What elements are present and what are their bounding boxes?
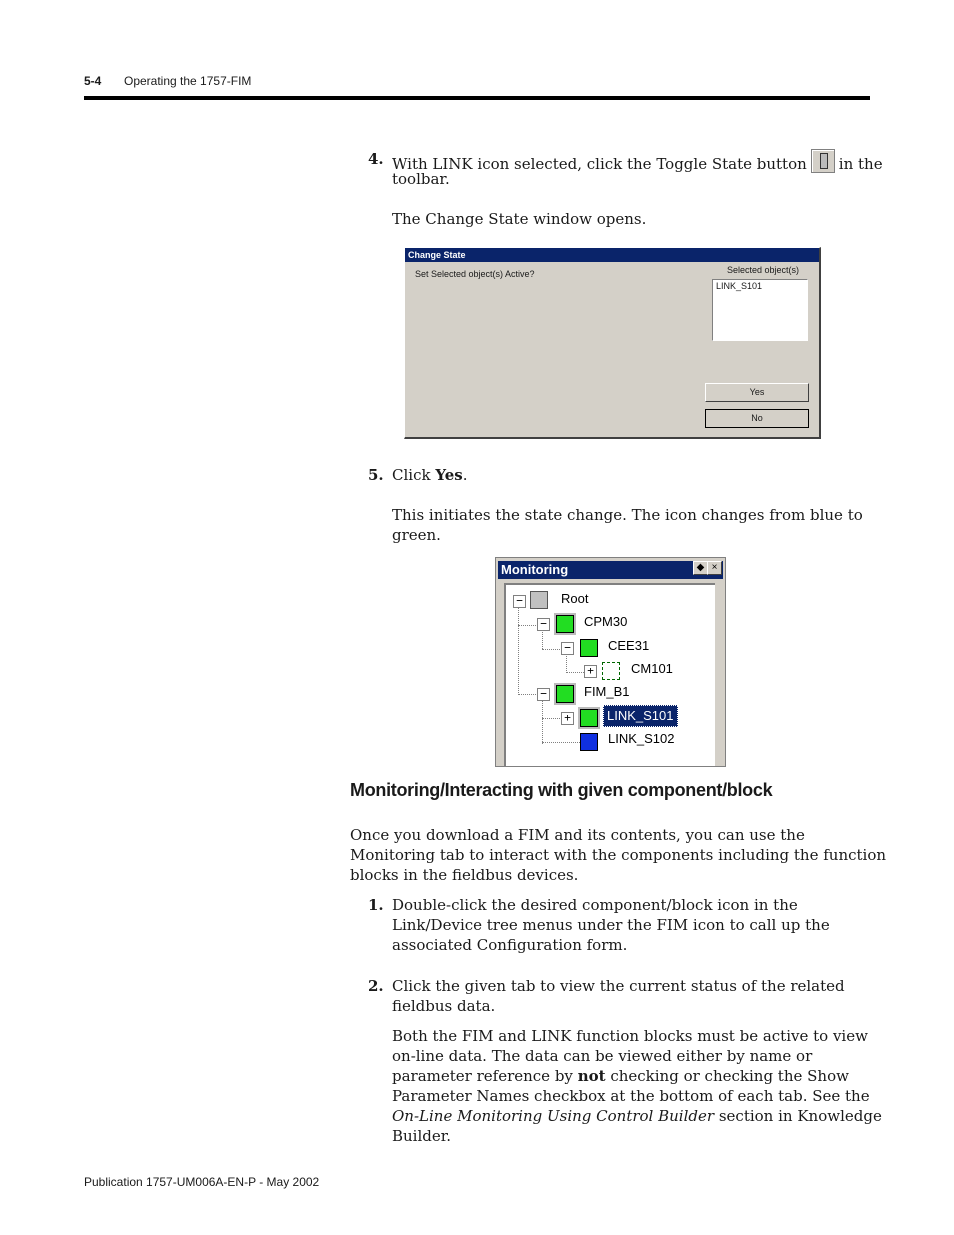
tree-node-link-s102[interactable]: LINK_S102 <box>608 731 675 746</box>
publication-footer: Publication 1757-UM006A-EN-P - May 2002 <box>84 1175 320 1189</box>
tree-node-fim-b1[interactable]: FIM_B1 <box>584 684 630 699</box>
step-2-line-1: Click the given tab to view the current status of the related <box>392 977 845 995</box>
tree-node-cm101[interactable]: CM101 <box>631 661 673 676</box>
tree-node-root[interactable]: Root <box>561 591 589 606</box>
yes-button[interactable]: Yes <box>705 383 809 402</box>
intro-line-2: Monitoring tab to interact with the components including the function <box>350 846 887 864</box>
collapse-root-icon[interactable]: − <box>513 595 526 608</box>
cee-status-icon <box>580 639 598 657</box>
page-number: 5-4 <box>84 74 102 88</box>
note-line-5 <box>392 1106 882 1126</box>
step-4-number: 4. <box>368 150 384 168</box>
link-s102-icon <box>580 733 598 751</box>
selected-objects-list[interactable] <box>712 279 808 341</box>
pin-icon[interactable]: ◆ <box>693 561 708 575</box>
selected-objects-label: Selected object(s) <box>727 265 800 275</box>
dialog-question: Set Selected object(s) Active? <box>415 269 535 279</box>
computer-icon <box>530 591 548 609</box>
selected-object-item[interactable]: LINK_S101 <box>716 281 763 291</box>
note-line-6: Builder. <box>392 1127 452 1145</box>
step-5-click: Click <box>392 466 431 484</box>
collapse-cee-icon[interactable]: − <box>561 642 574 655</box>
note-line-3-before: parameter reference by <box>392 1067 573 1085</box>
collapse-cpm-icon[interactable]: − <box>537 618 550 631</box>
step-5-period: . <box>462 466 468 484</box>
note-bold-not: not <box>577 1067 606 1085</box>
section-heading: Monitoring/Interacting with given component/block <box>350 780 773 800</box>
note-line-4: Parameter Names checkbox at the bottom of each tab. See the <box>392 1087 870 1105</box>
no-button[interactable]: No <box>705 409 809 428</box>
step-4-text-before: With LINK icon selected, click the Toggle State button <box>392 155 807 173</box>
note-line-3 <box>392 1066 849 1086</box>
cm-icon <box>602 662 620 680</box>
note-line-1: Both the FIM and LINK function blocks must be active to view <box>392 1027 868 1045</box>
step-5-number: 5. <box>368 466 384 484</box>
tree-node-cee31[interactable]: CEE31 <box>608 638 650 653</box>
note-line-2: on-line data. The data can be viewed either by name or <box>392 1047 813 1065</box>
tree-node-link-s101[interactable]: LINK_S101 <box>603 705 678 727</box>
step-5-text <box>392 465 468 485</box>
collapse-fim-icon[interactable]: − <box>537 688 550 701</box>
monitoring-tree[interactable] <box>504 583 715 767</box>
intro-line-1: Once you download a FIM and its contents, you can use the <box>350 826 805 844</box>
expand-link-s101-icon[interactable]: + <box>561 712 574 725</box>
step-5-yes: Yes <box>435 466 463 484</box>
step-1-number: 1. <box>368 896 384 914</box>
intro-line-3: blocks in the fieldbus devices. <box>350 866 579 884</box>
step-4-result: The Change State window opens. <box>392 210 647 228</box>
monitoring-title: Monitoring <box>498 561 723 579</box>
monitoring-window <box>495 557 726 767</box>
change-state-dialog <box>404 247 821 439</box>
cpm-status-icon <box>556 615 574 633</box>
toggle-state-icon <box>811 149 835 173</box>
tree-node-cpm30[interactable]: CPM30 <box>584 614 628 629</box>
expand-cm-icon[interactable]: + <box>584 665 597 678</box>
close-icon[interactable]: × <box>707 561 722 575</box>
step-1-line-1: Double-click the desired component/block icon in the <box>392 896 798 914</box>
step-4-text <box>392 149 883 174</box>
link-s101-icon <box>580 709 598 727</box>
dialog-title: Change State <box>405 248 819 262</box>
note-line-3-after: checking or checking the Show <box>610 1067 849 1085</box>
note-reference-title: On-Line Monitoring Using Control Builder <box>392 1107 715 1125</box>
header-rule <box>84 96 870 100</box>
fim-status-icon <box>556 685 574 703</box>
step-1-line-2: Link/Device tree menus under the FIM icon to call up the <box>392 916 830 934</box>
step-4-text-after: in the <box>838 155 883 173</box>
step-4-text-line2: toolbar. <box>392 170 450 188</box>
step-2-line-2: fieldbus data. <box>392 997 496 1015</box>
step-5-result-line2: green. <box>392 526 441 544</box>
step-2-number: 2. <box>368 977 384 995</box>
chapter-title: Operating the 1757-FIM <box>124 74 252 88</box>
step-1-line-3: associated Configuration form. <box>392 936 628 954</box>
note-line-5-after: section in Knowledge <box>718 1107 882 1125</box>
step-5-result-line1: This initiates the state change. The icon changes from blue to <box>392 506 863 524</box>
